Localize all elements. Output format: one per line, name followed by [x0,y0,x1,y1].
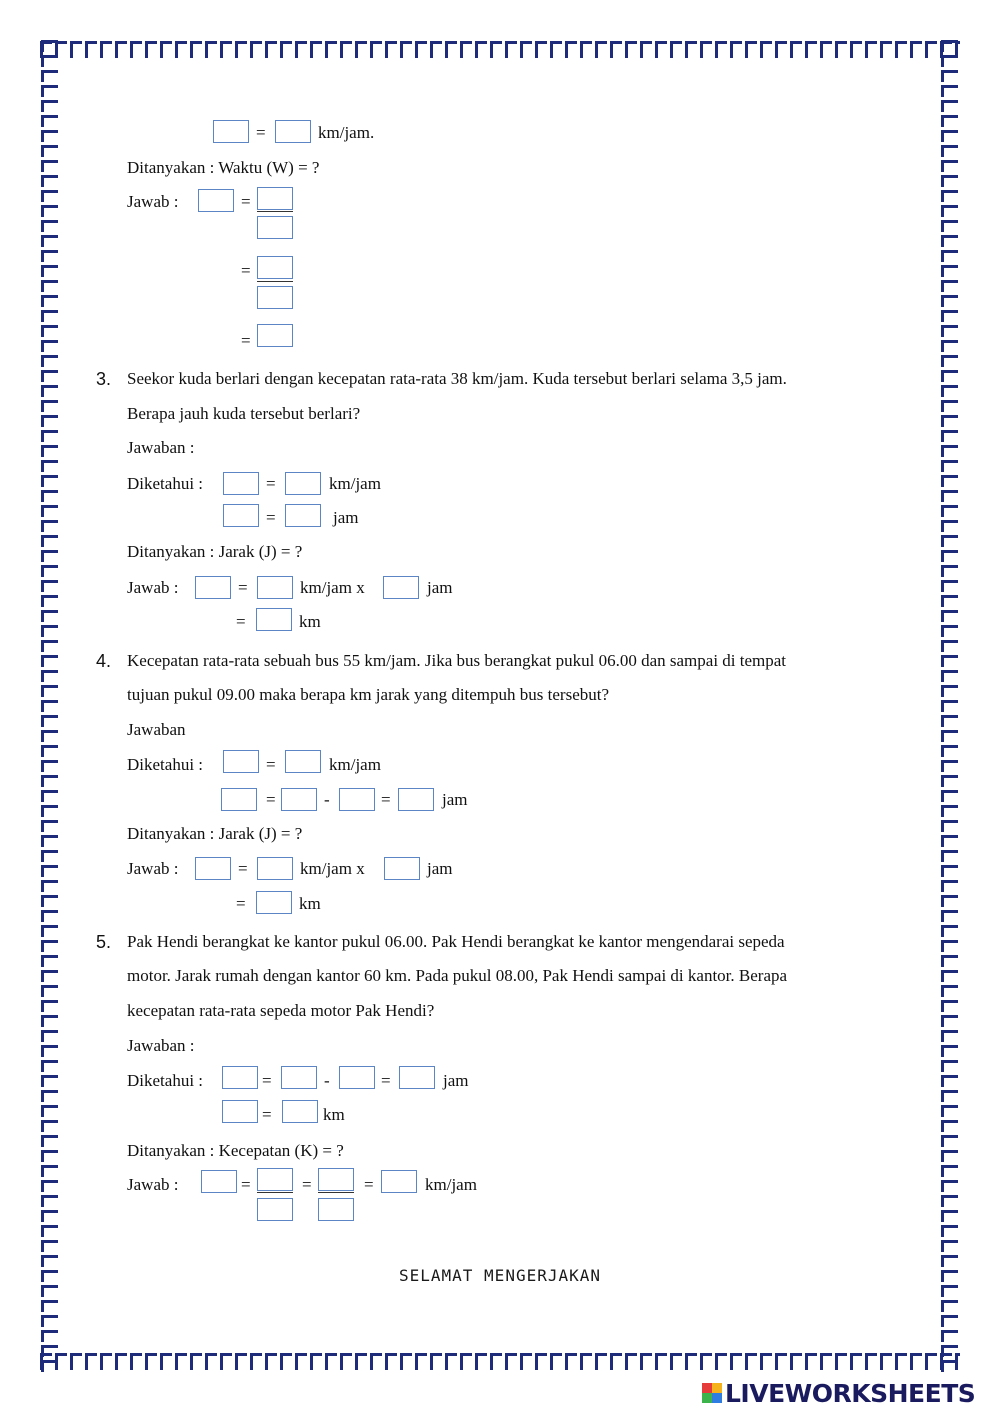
q5-duration-box[interactable] [399,1066,435,1089]
page-border-right [940,40,960,1372]
q3-answer-symbol-box[interactable] [195,576,231,599]
q4-time-input-box[interactable] [384,857,420,880]
p2-asked: Ditanyakan : Waktu (W) = ? [127,158,320,177]
q4-text-line1: Kecepatan rata-rata sebuah bus 55 km/jam. Jika bus berangkat pukul 06.00 dan sampai di tempat [127,651,787,670]
p2-result-box[interactable] [257,324,293,347]
equals-sign: = [266,755,276,774]
equals-sign: = [266,474,276,493]
brand-mark-tile [702,1383,712,1393]
p2-known-value-box[interactable] [275,120,311,143]
q3-time-input-box[interactable] [383,576,419,599]
q5-substitute-denominator-box[interactable] [318,1198,354,1221]
brand-logo[interactable] [702,1380,975,1406]
p2-known-symbol-box[interactable] [213,120,249,143]
q3-result-box[interactable] [256,608,292,631]
q3-speed-input-box[interactable] [257,576,293,599]
brand-name: LIVEWORKSHEETS [725,1378,976,1408]
q3-text-line2: Berapa jauh kuda tersebut berlari? [127,404,361,423]
q5-departure-time-box[interactable] [339,1066,375,1089]
q3-answer-time-unit: jam [427,578,453,597]
q3-asked: Ditanyakan : Jarak (J) = ? [127,542,303,561]
p2-speed-unit: km/jam. [318,123,375,142]
page-border-top [40,40,960,60]
equals-sign: = [238,578,248,597]
q3-speed-value-box[interactable] [285,472,321,495]
q5-answer-symbol-box[interactable] [201,1170,237,1193]
brand-mark-tile [702,1393,712,1403]
p2-formula-denominator-box[interactable] [257,216,293,239]
page-border-bottom [40,1352,960,1372]
equals-sign: = [256,123,266,142]
fraction-bar [318,1192,354,1193]
p2-substitute-numerator-box[interactable] [257,256,293,279]
q5-time-unit: jam [443,1071,469,1090]
fraction-bar [257,281,293,282]
q3-result-unit: km [299,612,321,631]
q4-multiply-unit: km/jam x [300,859,365,878]
q5-result-box[interactable] [381,1170,417,1193]
q4-departure-time-box[interactable] [339,788,375,811]
equals-sign: = [266,508,276,527]
q5-text-line3: kecepatan rata-rata sepeda motor Pak Hendi? [127,1001,435,1020]
q5-known-label: Diketahui : [127,1071,204,1090]
equals-sign: = [266,790,276,809]
q4-answer-label: Jawab : [127,859,179,878]
equals-sign: = [241,192,251,211]
q5-distance-value-box[interactable] [282,1100,318,1123]
q4-answer-symbol-box[interactable] [195,857,231,880]
q4-text-line2: tujuan pukul 09.00 maka berapa km jarak yang ditempuh bus tersebut? [127,685,610,704]
p2-substitute-denominator-box[interactable] [257,286,293,309]
q3-text-line1: Seekor kuda berlari dengan kecepatan rata-rata 38 km/jam. Kuda tersebut berlari selama 3,5 jam. [127,369,787,388]
p2-formula-numerator-box[interactable] [257,187,293,210]
q4-answer-heading: Jawaban [127,720,186,739]
q4-known-label: Diketahui : [127,755,204,774]
q4-speed-value-box[interactable] [285,750,321,773]
q3-answer-label: Jawab : [127,578,179,597]
equals-sign: = [241,331,251,350]
equals-sign: = [364,1175,374,1194]
equals-sign: = [236,612,246,631]
q5-text-line2: motor. Jarak rumah dengan kantor 60 km. Pada pukul 08.00, Pak Hendi sampai di kantor. Berapa [127,966,788,985]
q3-time-symbol-box[interactable] [223,504,259,527]
q3-answer-heading: Jawaban : [127,438,195,457]
fraction-bar [257,1192,293,1193]
q4-asked: Ditanyakan : Jarak (J) = ? [127,824,303,843]
minus-sign: - [324,790,330,809]
equals-sign: = [238,859,248,878]
q5-number: 5. [96,932,112,952]
q3-time-value-box[interactable] [285,504,321,527]
equals-sign: = [236,894,246,913]
p2-answer-label: Jawab : [127,192,179,211]
minus-sign: - [324,1071,330,1090]
q5-distance-symbol-box[interactable] [222,1100,258,1123]
q5-distance-unit: km [323,1105,345,1124]
q4-result-unit: km [299,894,321,913]
q4-speed-unit: km/jam [329,755,381,774]
q3-speed-unit: km/jam [329,474,381,493]
q3-number: 3. [96,369,112,389]
q5-substitute-numerator-box[interactable] [318,1168,354,1191]
q5-formula-denominator-box[interactable] [257,1198,293,1221]
q5-result-unit: km/jam [425,1175,477,1194]
equals-sign: = [241,261,251,280]
q5-answer-label: Jawab : [127,1175,179,1194]
equals-sign: = [381,790,391,809]
q4-duration-box[interactable] [398,788,434,811]
fraction-bar [257,211,293,212]
q5-text-line1: Pak Hendi berangkat ke kantor pukul 06.00. Pak Hendi berangkat ke kantor mengendarai sepeda [127,932,785,951]
q3-known-label: Diketahui : [127,474,204,493]
q5-formula-numerator-box[interactable] [257,1168,293,1191]
q4-time-symbol-box[interactable] [221,788,257,811]
brand-mark-tile [712,1383,722,1393]
q5-asked: Ditanyakan : Kecepatan (K) = ? [127,1141,344,1160]
q5-arrival-time-box[interactable] [281,1066,317,1089]
q4-speed-input-box[interactable] [257,857,293,880]
equals-sign: = [241,1175,251,1194]
page-border-left [40,40,60,1372]
q4-speed-symbol-box[interactable] [223,750,259,773]
q5-time-symbol-box[interactable] [222,1066,258,1089]
p2-answer-symbol-box[interactable] [198,189,234,212]
equals-sign: = [302,1175,312,1194]
q4-number: 4. [96,651,112,671]
closing-message: SELAMAT MENGERJAKAN [398,1266,602,1285]
equals-sign: = [262,1105,272,1124]
q5-answer-heading: Jawaban : [127,1036,195,1055]
brand-mark-tile [712,1393,722,1403]
q3-multiply-unit: km/jam x [300,578,365,597]
equals-sign: = [381,1071,391,1090]
q4-result-box[interactable] [256,891,292,914]
q3-speed-symbol-box[interactable] [223,472,259,495]
q3-time-unit: jam [333,508,359,527]
q4-time-unit: jam [442,790,468,809]
equals-sign: = [262,1071,272,1090]
brand-mark-icon [702,1383,722,1403]
q4-arrival-time-box[interactable] [281,788,317,811]
q4-answer-time-unit: jam [427,859,453,878]
